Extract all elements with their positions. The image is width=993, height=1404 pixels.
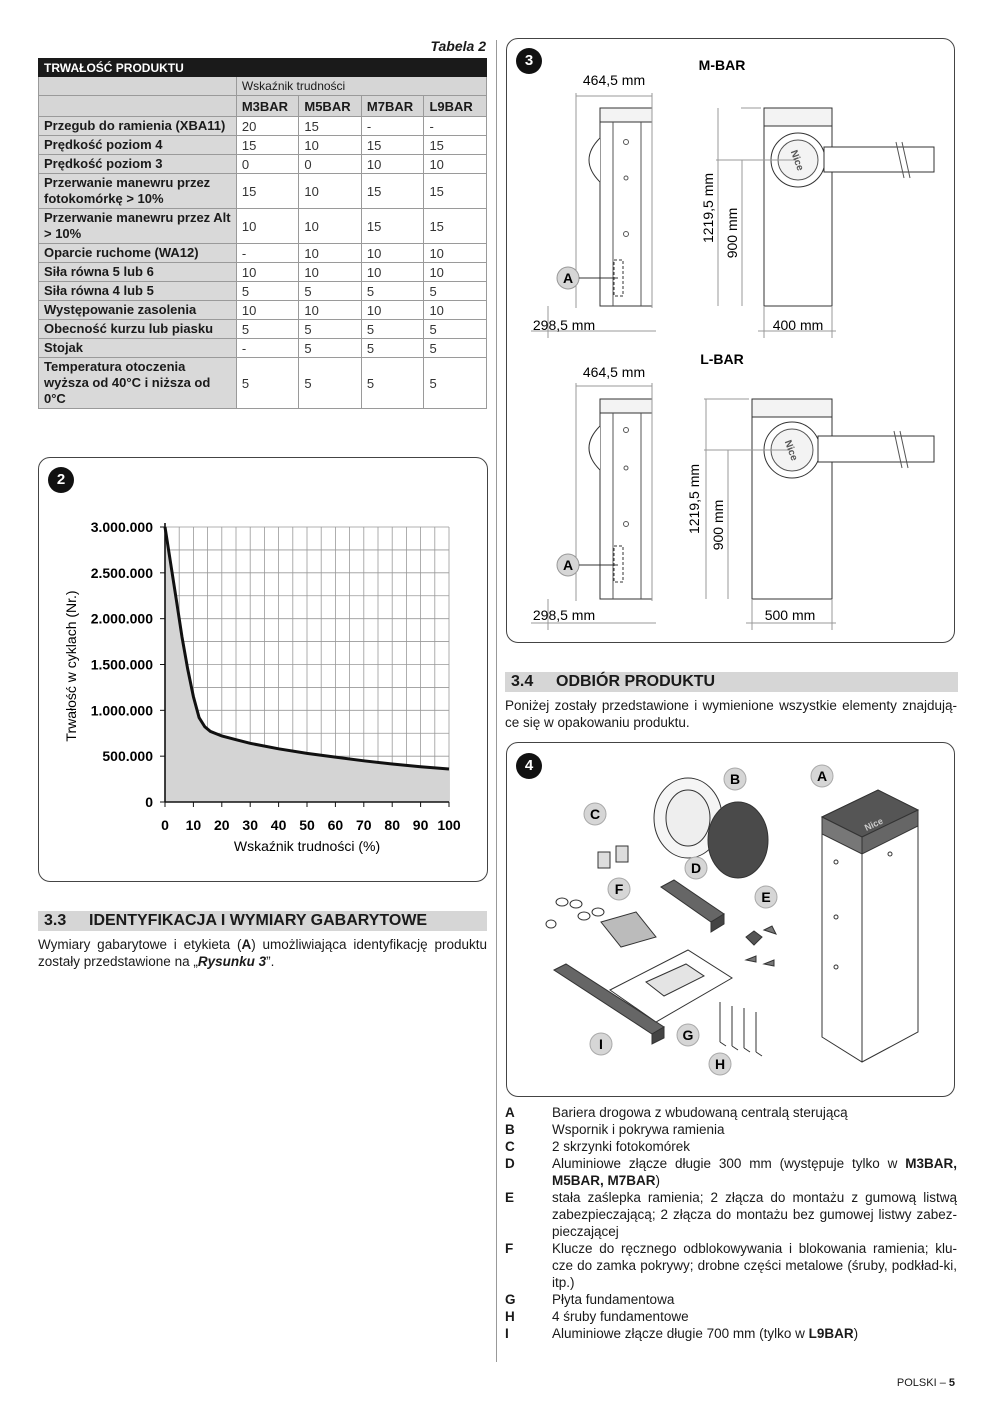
legend-item [505, 1240, 957, 1291]
table-caption: Tabela 2 [430, 38, 486, 54]
package-contents-drawing [506, 742, 955, 1097]
text-run: ”. [266, 954, 275, 969]
section-number: 3.4 [511, 673, 534, 690]
brand-logo: Nice [787, 148, 806, 173]
table-row [39, 358, 487, 409]
table-cell: 5 [299, 358, 362, 409]
row-label: Przegub do ramienia (XBA11) [39, 117, 237, 136]
legend-text [552, 1308, 957, 1325]
text-run: A [241, 937, 252, 952]
y-axis-label: Trwałość w cyklach (Nr.) [63, 590, 79, 742]
table-cell: - [424, 117, 487, 136]
table-row [39, 244, 487, 263]
table-cell: 0 [299, 155, 362, 174]
callout-label: I [599, 1036, 603, 1052]
section-3-3-heading [38, 911, 487, 931]
legend-item [505, 1308, 957, 1325]
callout-label: E [761, 889, 771, 905]
row-label: Siła równa 5 lub 6 [39, 263, 237, 282]
row-label: Siła równa 4 lub 5 [39, 282, 237, 301]
callout-label: F [614, 881, 624, 897]
table-row [39, 117, 487, 136]
row-label: Oparcie ruchome (WA12) [39, 244, 237, 263]
callout-label: H [714, 1056, 726, 1072]
row-label: Prędkość poziom 3 [39, 155, 237, 174]
table-row [39, 320, 487, 339]
legend-key: G [505, 1292, 516, 1307]
table-cell: 5 [299, 339, 362, 358]
legend-text-run: Aluminiowe złącze długie 700 mm (tylko w [552, 1326, 809, 1341]
section-3-4-heading [505, 672, 958, 692]
dimension-label: 400 mm [772, 317, 824, 333]
dimension-label: 1219,5 mm [700, 172, 716, 244]
y-tick-label: 2.000.000 [90, 610, 153, 627]
table-cell: 5 [361, 339, 424, 358]
section-3-4-text: Poniżej zostały przedstawione i wymienione wszystkie elementy znajdują-ce się w opakowaniu produktu. [505, 698, 957, 730]
legend-text-run: Bariera drogowa z wbudowaną centralą sterującą [552, 1105, 848, 1120]
table-cell: - [236, 244, 299, 263]
section-title: ODBIÓR PRODUKTU [556, 673, 716, 690]
column-divider [496, 40, 497, 1362]
dimension-label: 298,5 mm [532, 317, 596, 333]
legend-text-run: ) [853, 1326, 859, 1341]
table-cell: 5 [424, 339, 487, 358]
callout-label: A [562, 557, 574, 573]
x-tick-label: 10 [185, 817, 202, 833]
legend-text-run: ) [655, 1173, 661, 1188]
legend-key: F [505, 1241, 514, 1256]
table-cell: 10 [236, 301, 299, 320]
legend-text-run: Aluminiowe złącze długie 300 mm (występuje tylko w [552, 1156, 906, 1171]
row-label: Przerwanie manewru przez fotokomórkę > 10% [39, 174, 237, 209]
table-row [39, 174, 487, 209]
table-cell: 5 [236, 358, 299, 409]
table-cell: - [361, 117, 424, 136]
legend-text [552, 1325, 957, 1342]
table-cell: 10 [299, 263, 362, 282]
model-label: L-BAR [700, 351, 744, 367]
x-tick-label: 20 [214, 817, 230, 833]
dimension-label: 298,5 mm [532, 607, 596, 623]
x-tick-label: 80 [384, 817, 400, 833]
callout-label: G [682, 1027, 694, 1043]
table-cell: 5 [424, 320, 487, 339]
table-cell: 10 [361, 155, 424, 174]
dimension-label: 1219,5 mm [686, 463, 702, 535]
legend-key: C [505, 1139, 515, 1154]
parts-legend [505, 1104, 957, 1342]
table-row [39, 209, 487, 244]
legend-text [552, 1138, 957, 1155]
row-label: Temperatura otoczenia wyższa od 40°C i niższa od 0°C [39, 358, 237, 409]
table-cell: - [236, 339, 299, 358]
dimension-drawings [506, 38, 955, 643]
table-cell: 5 [299, 320, 362, 339]
table-cell: 5 [299, 282, 362, 301]
table-cell: 10 [361, 244, 424, 263]
section-3-3-text [38, 936, 487, 970]
table-cell: 5 [361, 320, 424, 339]
legend-key: I [505, 1326, 509, 1341]
y-tick-label: 500.000 [102, 748, 153, 765]
brand-logo: Nice [863, 815, 885, 833]
legend-text-run: Klucze do ręcznego odblokowywania i blokowania ramienia; klu-cze do zamka pokrywy; drobne części metalowe (śruby, podkład-ki, itp.) [552, 1241, 957, 1290]
table-cell: 0 [236, 155, 299, 174]
text-run: Wymiary gabarytowe i etykieta ( [38, 937, 242, 952]
x-tick-label: 0 [161, 817, 169, 833]
section-title: IDENTYFIKACJA I WYMIARY GABARYTOWE [89, 912, 428, 929]
legend-item [505, 1291, 957, 1308]
table-row [39, 301, 487, 320]
legend-text-run: Wspornik i pokrywa ramienia [552, 1122, 725, 1137]
legend-text [552, 1189, 957, 1240]
dimension-label: 464,5 mm [582, 72, 646, 88]
callout-label: A [562, 270, 574, 286]
legend-text [552, 1104, 957, 1121]
legend-key: B [505, 1122, 515, 1137]
table-row [39, 155, 487, 174]
callout-label: B [729, 771, 741, 787]
table-row [39, 136, 487, 155]
legend-item [505, 1189, 957, 1240]
footer-language: POLSKI – [896, 1377, 949, 1389]
table-cell: 15 [236, 174, 299, 209]
section-number: 3.3 [44, 912, 67, 929]
x-tick-label: 30 [242, 817, 258, 833]
dimension-label: 900 mm [724, 207, 740, 259]
callout-label: A [816, 768, 828, 784]
text-run: Rysunku 3 [197, 954, 267, 969]
table-cell: 10 [424, 263, 487, 282]
legend-text-run: Płyta fundamentowa [552, 1292, 675, 1307]
x-tick-label: 50 [299, 817, 315, 833]
y-tick-label: 1.000.000 [90, 702, 153, 719]
callout-label: D [690, 860, 702, 876]
table-cell: 15 [424, 136, 487, 155]
table-group-header: Wskaźnik trudności [236, 77, 486, 96]
legend-text-run: 4 śruby fundamentowe [552, 1309, 689, 1324]
table-cell: 5 [361, 358, 424, 409]
x-tick-label: 90 [412, 817, 429, 833]
table-cell: 15 [361, 174, 424, 209]
y-tick-label: 3.000.000 [90, 519, 153, 535]
table-cell: 5 [236, 282, 299, 301]
legend-model-names: M3BAR, M5BAR, M7BAR [552, 1156, 957, 1188]
table-cell: 10 [424, 301, 487, 320]
table-cell: 5 [424, 282, 487, 301]
column-header: M5BAR [299, 96, 362, 117]
row-label: Przerwanie manewru przez Alt > 10% [39, 209, 237, 244]
table-cell: 15 [236, 136, 299, 155]
legend-model-names: L9BAR [808, 1326, 854, 1341]
table-cell: 15 [361, 136, 424, 155]
legend-item [505, 1138, 957, 1155]
x-tick-label: 100 [437, 817, 461, 833]
legend-text-run: 2 skrzynki fotokomórek [552, 1139, 691, 1154]
figure-badge: 2 [48, 467, 74, 493]
y-tick-label: 0 [145, 794, 153, 810]
legend-text [552, 1121, 957, 1138]
table-cell: 5 [361, 282, 424, 301]
callout-label: C [589, 806, 601, 822]
column-header: L9BAR [424, 96, 487, 117]
legend-item [505, 1104, 957, 1121]
table-title: TRWAŁOŚĆ PRODUKTU [39, 59, 487, 77]
table-row [39, 339, 487, 358]
legend-item [505, 1325, 957, 1342]
figure-badge: 4 [516, 753, 542, 779]
page-number: 5 [948, 1377, 955, 1389]
model-label: M-BAR [698, 57, 746, 73]
row-label: Występowanie zasolenia [39, 301, 237, 320]
text-run: ) umożliwiająca identyfikację produktu zostały przedstawione na „ [38, 937, 487, 969]
column-header: M3BAR [236, 96, 299, 117]
table-cell: 15 [424, 209, 487, 244]
column-header: M7BAR [361, 96, 424, 117]
y-tick-label: 2.500.000 [90, 564, 153, 581]
x-tick-label: 70 [356, 817, 372, 833]
row-label: Stojak [39, 339, 237, 358]
table-cell: 10 [361, 263, 424, 282]
brand-logo: Nice [781, 438, 800, 463]
table-cell: 5 [424, 358, 487, 409]
legend-key: E [505, 1190, 515, 1205]
legend-text [552, 1291, 957, 1308]
legend-item [505, 1155, 957, 1189]
y-tick-label: 1.500.000 [90, 656, 153, 673]
durability-chart [38, 457, 488, 882]
row-label: Prędkość poziom 4 [39, 136, 237, 155]
x-tick-label: 60 [327, 817, 344, 833]
table-cell: 10 [299, 136, 362, 155]
legend-key: A [505, 1105, 515, 1120]
table-cell: 20 [236, 117, 299, 136]
table-cell: 10 [424, 155, 487, 174]
durability-table [38, 58, 487, 409]
table-cell: 10 [361, 301, 424, 320]
legend-text [552, 1240, 957, 1291]
table-cell: 10 [299, 244, 362, 263]
legend-text-run: stała zaślepka ramienia; 2 złącza do montażu z gumową listwą zabezpieczającą; 2 złącza do montażu bez gumowej listwy zabez-pieczającej [552, 1190, 957, 1239]
figure-badge: 3 [516, 48, 542, 74]
table-cell: 15 [424, 174, 487, 209]
x-axis-label: Wskaźnik trudności (%) [233, 838, 381, 854]
table-row [39, 263, 487, 282]
table-cell: 15 [361, 209, 424, 244]
legend-key: D [505, 1156, 515, 1171]
table-cell: 10 [299, 209, 362, 244]
table-cell: 10 [424, 244, 487, 263]
legend-text [552, 1155, 957, 1189]
legend-key: H [505, 1309, 515, 1324]
dimension-label: 500 mm [764, 607, 816, 623]
legend-item [505, 1121, 957, 1138]
table-cell: 10 [299, 174, 362, 209]
page-footer [897, 1377, 955, 1389]
dimension-label: 464,5 mm [582, 364, 646, 380]
table-row [39, 282, 487, 301]
table-cell: 15 [299, 117, 362, 136]
dimension-label: 900 mm [710, 499, 726, 551]
table-cell: 10 [299, 301, 362, 320]
row-label: Obecność kurzu lub piasku [39, 320, 237, 339]
x-tick-label: 40 [270, 817, 287, 833]
table-cell: 5 [236, 320, 299, 339]
table-cell: 10 [236, 209, 299, 244]
table-cell: 10 [236, 263, 299, 282]
